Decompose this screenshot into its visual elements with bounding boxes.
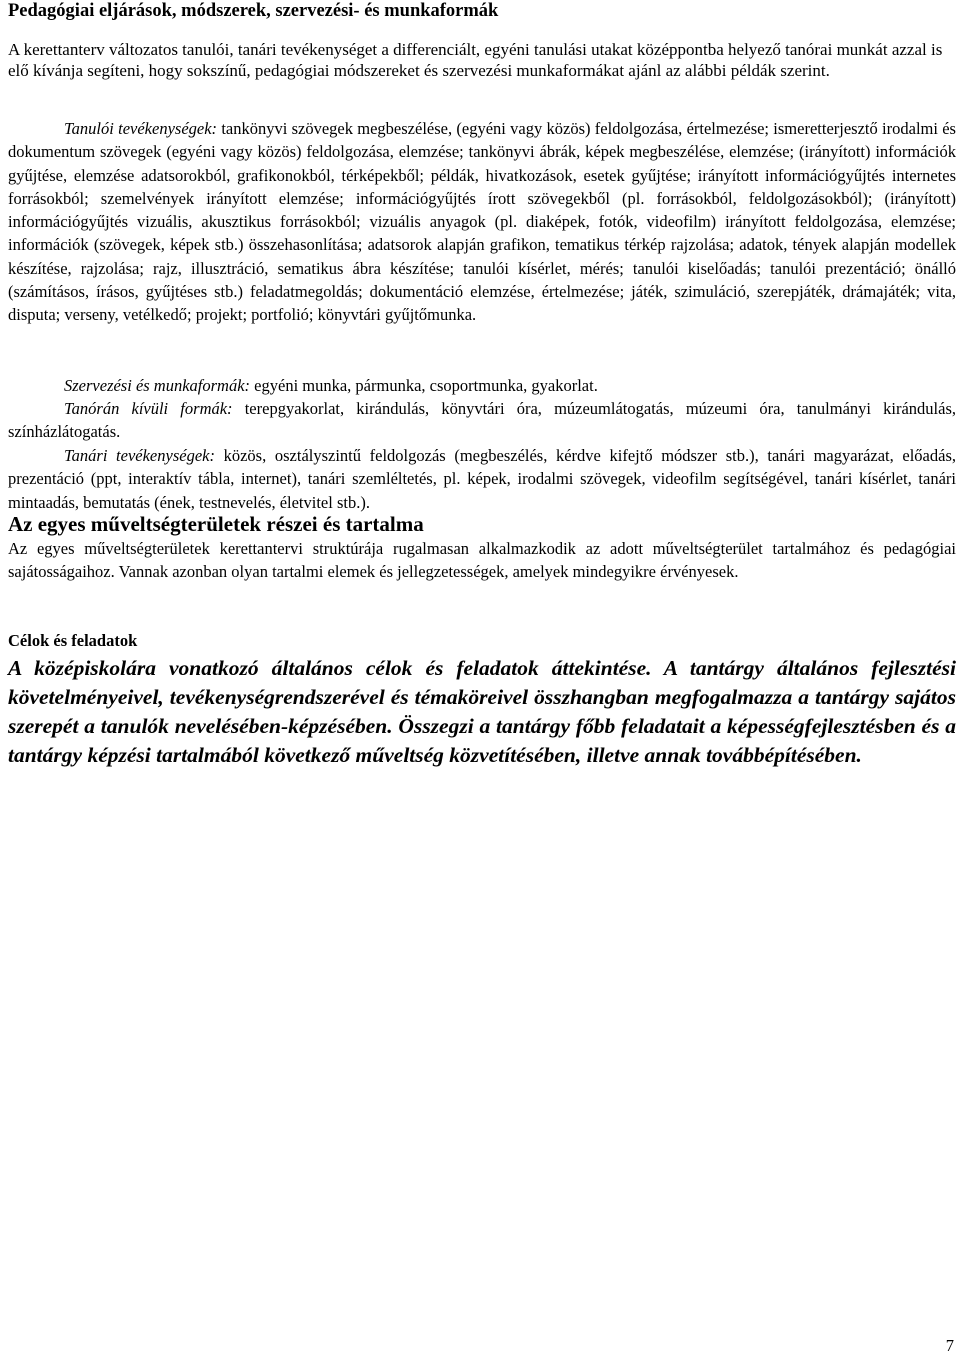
subheading-goals: Célok és feladatok <box>8 631 138 650</box>
extracurricular-forms-label: Tanórán kívüli formák: <box>64 399 233 418</box>
organization-forms-paragraph <box>8 374 956 397</box>
page-heading: Pedagógiai eljárások, módszerek, szervezési- és munkaformák <box>8 1 499 21</box>
student-activities-text: tankönyvi szövegek megbeszélése, (egyéni vagy közös) feldolgozása, értelmezése; ismeretterjesztő irodalmi és dokumentum szövegek (egyéni vagy közös) feldolgozása, elemzése; tankönyvi ábrák, képek megbeszélése, elemzése; (irányított) információk gyűjtése, elemzése adatsorokból, grafikonokból, térképekből; példák, hivatkozások, esetek gyűjtése; irányított információgyűjtés internetes forrásokból; szemelvények irányított elemzése; információgyűjtés írott szövegekből (pl. forrásokból, feldolgozásokból); (irányított) információgyűjtés vizuális, akusztikus forrásokból; vizuális anyagok (pl. diaképek, fotók, videofilm) irányított feldolgozása, elemzése; információk (szövegek, képek stb.) összehasonlítása; adatsorok alapján grafikon, tematikus térkép rajzolása; adatok, tények alapján modellek készítése, rajzolása; rajz, illusztráció, sematikus ábra készítése; tanulói kísérlet, mérés; tanulói kiselőadás; tanulói prezentáció; önálló (számításos, írásos, gyűjtéses stb.) feladatmegoldás; dokumentáció elemzése, értelmezése; játék, szimuláció, szerepjáték, drámajáték; vita, disputa; verseny, vetélkedő; projekt; portfolió; könyvtári gyűjtőmunka. <box>8 119 956 325</box>
extracurricular-forms-text: terepgyakorlat, kirándulás, könyvtári óra, múzeumlátogatás, múzeumi óra, tanulmányi kirándulás, színházlátogatás. <box>8 399 956 442</box>
student-activities-label: Tanulói tevékenységek: <box>64 119 218 138</box>
teacher-activities-paragraph <box>8 444 956 514</box>
intro-paragraph: A kerettanterv változatos tanulói, tanári tevékenységet a differenciált, egyéni tanulási utakat középpontba helyező tanórai munkát azzal is elő kívánja segíteni, hogy sokszínű, pedagógiai módszereket és szervezési munkaformákat ajánl az alábbi példák szerint. <box>8 40 943 80</box>
organization-forms-label: Szervezési és munkaformák: <box>64 376 251 395</box>
section-intro-paragraph: Az egyes műveltségterületek kerettantervi struktúrája rugalmasan alkalmazkodik az adott műveltségterület tartalmához és pedagógiai sajátosságaihoz. Vannak azonban olyan tartalmi elemek és jellegzetességek, amelyek mindegyikre érvényesek. <box>8 539 956 582</box>
teacher-activities-text: közös, osztályszintű feldolgozás (megbeszélés, kérdve kifejtő módszer stb.), tanári magyarázat, előadás, prezentáció (ppt, interaktív tábla, internet), tanári szemléltetés, pl. képek, irodalmi szövegek, videofilm segítségével, tanári kísérlet, tanári mintaadás, bemutatás (ének, testnevelés, életvitel stb.). <box>8 446 956 512</box>
teacher-activities-label: Tanári tevékenységek: <box>64 446 215 465</box>
section-heading: Az egyes műveltségterületek részei és tartalma <box>8 512 424 536</box>
student-activities-paragraph <box>8 117 956 327</box>
goals-paragraph: A középiskolára vonatkozó általános célok és feladatok áttekintése. A tantárgy általános fejlesztési követelményeivel, tevékenységrendszerével és témaköreivel összhangban megfogalmazza a tantárgy sajátos szerepét a tanulók nevelésében-képzésében. Összegzi a tantárgy főbb feladatait a képességfejlesztésben és a tantárgy képzési tartalmából következő műveltség közvetítésében, illetve annak továbbépítésében. <box>8 656 956 767</box>
organization-forms-text: egyéni munka, pármunka, csoportmunka, gyakorlat. <box>250 376 598 395</box>
page-number: 7 <box>945 1336 954 1355</box>
extracurricular-forms-paragraph <box>8 397 956 444</box>
